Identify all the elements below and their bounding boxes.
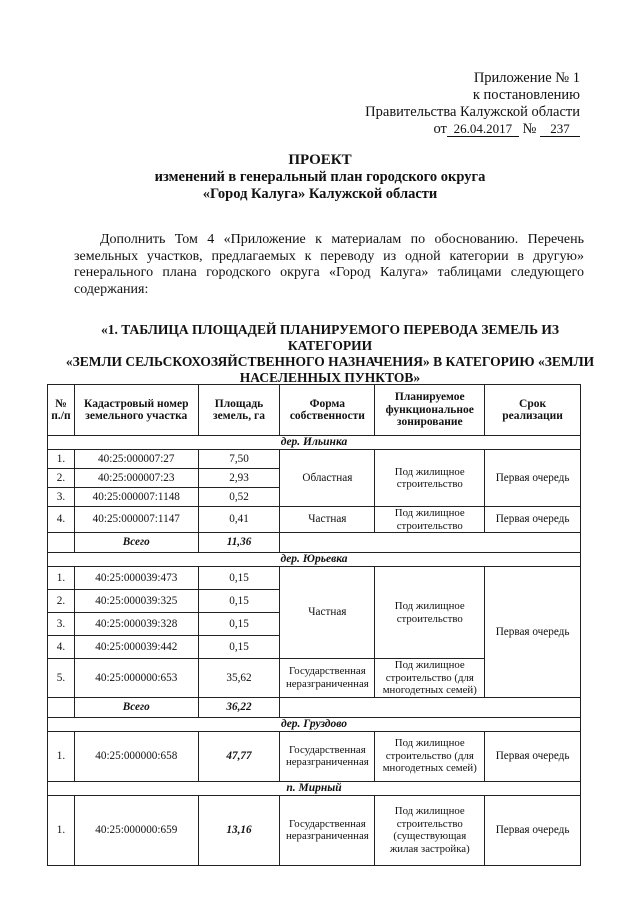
cell-area: 0,15	[198, 590, 280, 613]
total-row	[48, 697, 581, 717]
total-row	[48, 533, 581, 553]
table-heading	[60, 322, 600, 386]
appendix-line2: к постановлению	[472, 87, 580, 103]
cell-number: 1.	[48, 567, 75, 590]
table-row	[48, 567, 581, 590]
cell-cadastral: 40:25:000007:1147	[74, 507, 198, 533]
title-line1: ПРОЕКТ	[288, 152, 352, 168]
cell-area: 2,93	[198, 469, 280, 488]
appendix-line1: Приложение № 1	[473, 70, 580, 86]
cell-number: 1.	[48, 731, 75, 781]
group-row	[48, 717, 581, 731]
cell-term: Первая очередь	[485, 731, 581, 781]
table-row	[48, 450, 581, 469]
heading-line2: «ЗЕМЛИ СЕЛЬСКОХОЗЯЙСТВЕННОГО НАЗНАЧЕНИЯ» В КАТЕГОРИЮ «ЗЕМЛИ	[65, 354, 595, 369]
cell-cadastral: 40:25:000039:325	[74, 590, 198, 613]
title-line2: изменений в генеральный план городского округа	[154, 169, 486, 185]
total-label: Всего	[74, 697, 198, 717]
cell-area: 0,15	[198, 613, 280, 636]
cell-number: 3.	[48, 613, 75, 636]
cell-area: 7,50	[198, 450, 280, 469]
cell-ownership: Частная	[280, 507, 375, 533]
appendix-block	[365, 70, 580, 138]
cell-cadastral: 40:25:000039:328	[74, 613, 198, 636]
cell-term: Первая очередь	[485, 450, 581, 507]
cell-number: 4.	[48, 636, 75, 659]
header-term: Срок реализации	[485, 385, 581, 436]
table-row	[48, 507, 581, 533]
total-area: 11,36	[198, 533, 280, 553]
group-row	[48, 781, 581, 795]
cell-number: 5.	[48, 659, 75, 698]
decree-number: 237	[540, 121, 580, 137]
cell-term: Первая очередь	[485, 567, 581, 698]
total-area: 36,22	[198, 697, 280, 717]
cell-cadastral: 40:25:000000:659	[74, 795, 198, 865]
cell-cadastral: 40:25:000000:658	[74, 731, 198, 781]
intro-text: Дополнить Том 4 «Приложение к материалам по обоснованию. Перечень земельных участков, предлагаемых к переводу из одной категории в другую» генерального плана городского округа «Город Калуга» таблицами следующего содержания:	[74, 232, 584, 297]
cell-area: 47,77	[198, 731, 280, 781]
cell-cadastral: 40:25:000007:23	[74, 469, 198, 488]
cell-number: 4.	[48, 507, 75, 533]
cell-ownership: Частная	[280, 567, 375, 659]
group-gruzdovo: дер. Груздово	[48, 717, 581, 731]
appendix-date-line	[365, 121, 580, 138]
title-line3: «Город Калуга» Калужской области	[202, 186, 438, 202]
cell-area: 0,15	[198, 567, 280, 590]
group-mirny: п. Мирный	[48, 781, 581, 795]
cell-zoning: Под жилищное строительство (существующая жилая застройка)	[375, 795, 485, 865]
cell-zoning: Под жилищное строительство	[375, 507, 485, 533]
cell-number: 2.	[48, 469, 75, 488]
cell-cadastral: 40:25:000007:1148	[74, 488, 198, 507]
table-row	[48, 731, 581, 781]
cell-term: Первая очередь	[485, 795, 581, 865]
heading-line3: НАСЕЛЕННЫХ ПУНКТОВ»	[239, 370, 421, 385]
group-ilinka: дер. Ильинка	[48, 436, 581, 450]
header-number: № п./п	[48, 385, 75, 436]
cell-area: 35,62	[198, 659, 280, 698]
cell-ownership: Государственная неразграниченная	[280, 731, 375, 781]
cell-zoning: Под жилищное строительство	[375, 450, 485, 507]
table-row	[48, 795, 581, 865]
group-row	[48, 436, 581, 450]
land-table	[47, 384, 581, 866]
table-header-row	[48, 385, 581, 436]
header-ownership: Форма собственности	[280, 385, 375, 436]
cell-ownership: Государственная неразграниченная	[280, 659, 375, 698]
cell-ownership: Государственная неразграниченная	[280, 795, 375, 865]
header-zoning: Планируемое функциональное зонирование	[375, 385, 485, 436]
from-label: от	[433, 121, 447, 137]
intro-paragraph	[74, 232, 584, 298]
group-yuryevka: дер. Юрьевка	[48, 553, 581, 567]
cell-number: 1.	[48, 450, 75, 469]
cell-zoning: Под жилищное строительство (для многодетных семей)	[375, 731, 485, 781]
cell-area: 0,41	[198, 507, 280, 533]
header-area: Площадь земель, га	[198, 385, 280, 436]
heading-line1: «1. ТАБЛИЦА ПЛОЩАДЕЙ ПЛАНИРУЕМОГО ПЕРЕВОДА ЗЕМЕЛЬ ИЗ КАТЕГОРИИ	[100, 322, 560, 353]
cell-cadastral: 40:25:000039:442	[74, 636, 198, 659]
cell-ownership: Областная	[280, 450, 375, 507]
cell-term: Первая очередь	[485, 507, 581, 533]
cell-cadastral: 40:25:000007:27	[74, 450, 198, 469]
cell-area: 0,52	[198, 488, 280, 507]
appendix-line3: Правительства Калужской области	[365, 104, 580, 120]
document-title	[0, 152, 640, 203]
cell-cadastral: 40:25:000039:473	[74, 567, 198, 590]
cell-cadastral: 40:25:000000:653	[74, 659, 198, 698]
cell-area: 13,16	[198, 795, 280, 865]
header-cadastral: Кадастровый номер земельного участка	[74, 385, 198, 436]
cell-number: 1.	[48, 795, 75, 865]
cell-number: 2.	[48, 590, 75, 613]
cell-zoning: Под жилищное строительство (для многодетных семей)	[375, 659, 485, 698]
cell-number: 3.	[48, 488, 75, 507]
cell-area: 0,15	[198, 636, 280, 659]
decree-date: 26.04.2017	[447, 121, 519, 137]
total-label: Всего	[74, 533, 198, 553]
group-row	[48, 553, 581, 567]
cell-zoning: Под жилищное строительство	[375, 567, 485, 659]
number-label: №	[522, 121, 537, 137]
